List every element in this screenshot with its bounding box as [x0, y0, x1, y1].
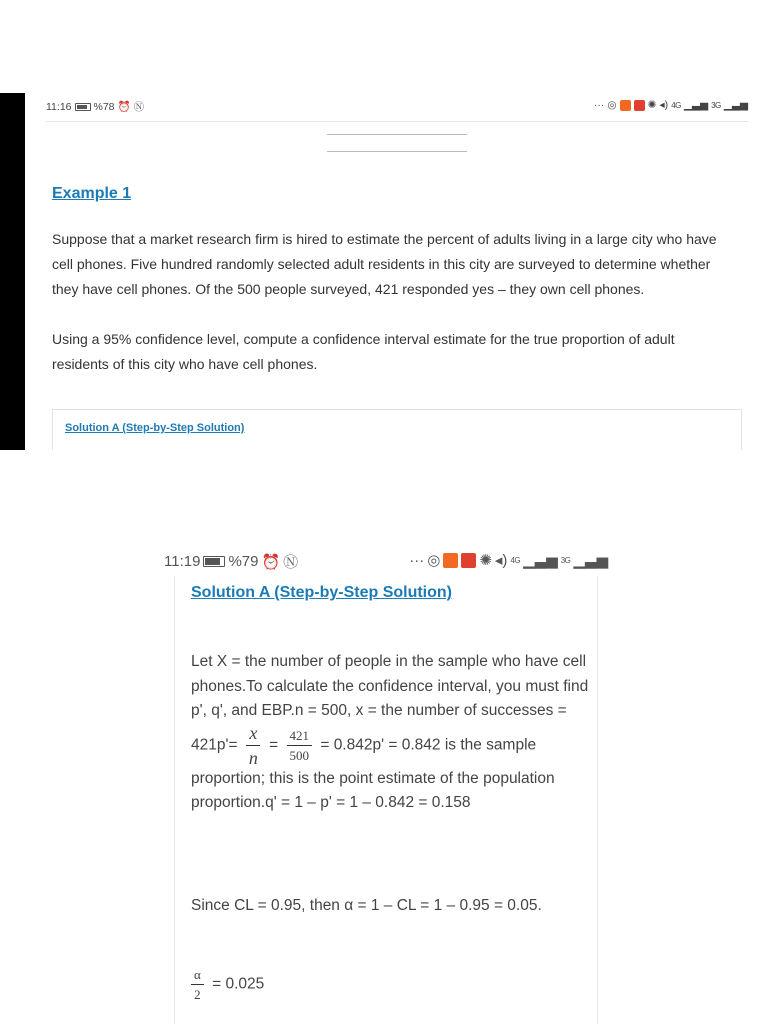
nfc-icon-2: Ⓝ	[283, 554, 299, 571]
app-notification-icon-4	[461, 553, 476, 568]
fraction-numerator: x	[246, 724, 260, 746]
example-title-link[interactable]: Example 1	[52, 185, 132, 202]
fraction-denominator-2: 500	[289, 747, 309, 763]
brightness-icon-2: ✺	[479, 552, 492, 569]
volume-icon: ◂)	[659, 99, 669, 111]
signal-icon: ▁▃▅	[683, 99, 709, 111]
instagram-icon: ◎	[607, 99, 617, 111]
signal-3g-2: 3G	[560, 555, 571, 565]
fraction-numerator-2: 421	[287, 729, 313, 746]
signal-4g-2: 4G	[510, 555, 521, 565]
screenshot-1	[0, 93, 768, 450]
signal-icon-3: ▁▃▅	[523, 552, 558, 569]
more-dots-2: ···	[409, 551, 425, 569]
solution-link-2[interactable]: Solution A (Step-by-Step Solution)	[191, 584, 452, 601]
status-bar	[46, 99, 748, 122]
solution-text-continued: 0.842p' = 0.842 is the sample proportion; this is the point estimate of the population proportion.q' = 1 – p' = 1 – 0.842 = 0.158	[191, 736, 555, 811]
screenshot-2	[150, 548, 622, 1024]
battery-percent: %78	[93, 100, 115, 113]
signal-3g: 3G	[711, 100, 721, 110]
solution-text-block	[191, 650, 591, 816]
status-left	[46, 99, 144, 114]
divider-line	[327, 134, 467, 135]
fraction-alpha-over-2	[191, 968, 204, 1001]
nfc-icon: Ⓝ	[133, 101, 145, 113]
problem-paragraph: Suppose that a market research firm is hired to estimate the percent of adults living in a large city who have cell phones. Five hundred randomly selected adult residents in this city are surveyed to determine whether they have cell phones. Of the 500 people surveyed, 421 responded yes – they own cell phones.	[52, 231, 717, 297]
alpha-text: Since CL = 0.95, then α = 1 – CL = 1 – 0.95 = 0.05.	[191, 897, 542, 914]
battery-percent-2: %79	[228, 553, 259, 570]
solution-card	[174, 576, 598, 1024]
brightness-icon: ✺	[647, 99, 657, 111]
volume-icon-2: ◂)	[494, 552, 508, 569]
fraction-numerator-3: α	[191, 968, 204, 985]
fraction-denominator: n	[248, 747, 258, 768]
equals-sign: =	[269, 736, 279, 754]
status-left-2	[164, 551, 298, 572]
status-time-2: 11:19	[164, 553, 201, 570]
equals-sign-2: =	[320, 736, 330, 754]
alpha-half-line	[191, 968, 591, 1001]
problem-paragraph-2: Using a 95% confidence level, compute a confidence interval estimate for the true proportion of adult residents of this city who have cell phones.	[52, 331, 675, 372]
app-notification-icon-2	[634, 100, 645, 111]
battery-icon	[75, 103, 91, 111]
more-dots: ···	[593, 99, 605, 111]
battery-icon-2	[203, 556, 225, 567]
status-right	[594, 99, 748, 111]
alarm-icon-2: ⏰	[261, 553, 281, 571]
solution-link[interactable]: Solution A (Step-by-Step Solution)	[65, 422, 245, 434]
app-notification-icon-3	[443, 553, 458, 568]
black-edge-bar	[0, 93, 25, 450]
alarm-icon: ⏰	[117, 101, 131, 113]
signal-icon-4: ▁▃▅	[573, 552, 608, 569]
divider-line-2	[327, 151, 467, 152]
alpha-half-value: = 0.025	[212, 975, 265, 993]
instagram-icon-2: ◎	[427, 552, 441, 569]
status-time: 11:16	[46, 100, 72, 113]
solution-box	[52, 409, 742, 450]
solution-text-intro: Let X = the number of people in the sample who have cell phones.To calculate the confidence interval, you must find p', q', and EBP.n = 500, x = the number of successes = 421p'=	[191, 653, 589, 754]
status-right-2	[409, 551, 608, 569]
signal-4g: 4G	[671, 100, 681, 110]
fraction-421-over-500	[287, 729, 313, 762]
signal-icon-2: ▁▃▅	[723, 99, 748, 111]
app-notification-icon	[620, 100, 631, 111]
fraction-denominator-3: 2	[194, 987, 201, 1002]
status-bar-2	[164, 551, 608, 573]
fraction-x-over-n	[246, 724, 261, 767]
